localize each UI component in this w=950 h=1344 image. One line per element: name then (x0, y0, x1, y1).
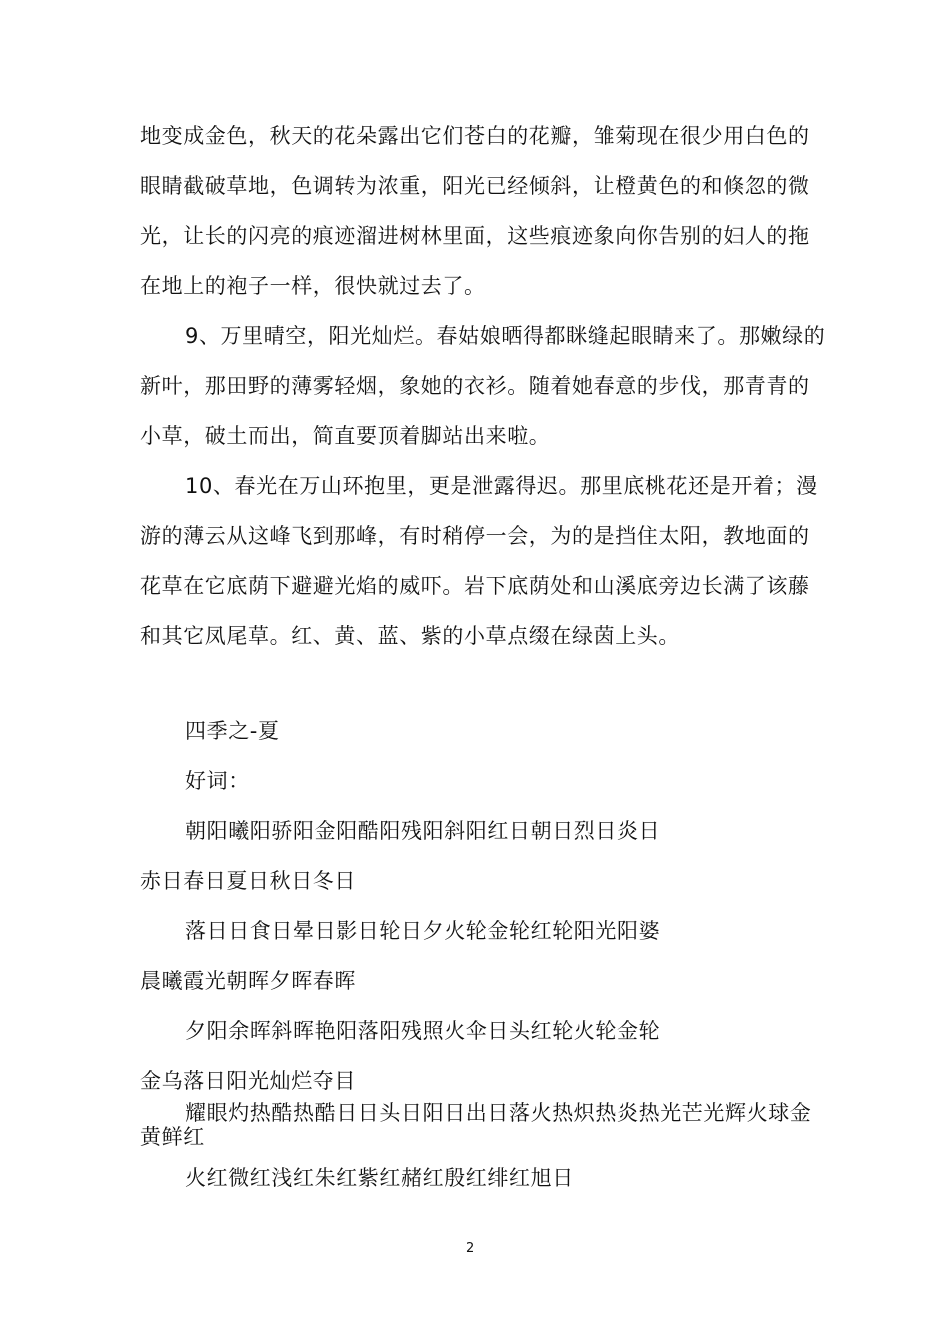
word-list-line: 落日日食日晕日影日轮日夕火轮金轮红轮阳光阳婆 (185, 919, 661, 943)
paragraph-line: 眼睛截破草地，色调转为浓重，阳光已经倾斜，让橙黄色的和倏忽的微 (140, 174, 810, 198)
paragraph-line: 光，让长的闪亮的痕迹溜进树林里面，这些痕迹象向你告别的妇人的拖 (140, 224, 810, 248)
word-list-line: 火红微红浅红朱红紫红赭红殷红绯红旭日 (185, 1166, 574, 1190)
word-list-line: 夕阳余晖斜晖艳阳落阳残照火伞日头红轮火轮金轮 (185, 1019, 661, 1043)
page-number: 2 (466, 1241, 475, 1256)
paragraph-10-line: 和其它凤尾草。红、黄、蓝、紫的小草点缀在绿茵上头。 (140, 624, 680, 648)
paragraph-10-line: 10、春光在万山环抱里，更是泄露得迟。那里底桃花还是开着；漫 (185, 474, 818, 498)
word-list-line: 金乌落日阳光灿烂夺目 (140, 1069, 356, 1093)
paragraph-line: 地变成金色，秋天的花朵露出它们苍白的花瓣，雏菊现在很少用白色的 (140, 124, 810, 148)
word-list-line: 赤日春日夏日秋日冬日 (140, 869, 356, 893)
word-list-line: 朝阳曦阳骄阳金阳酷阳残阳斜阳红日朝日烈日炎日 (185, 819, 661, 843)
paragraph-9-line: 新叶，那田野的薄雾轻烟，象她的衣衫。随着她春意的步伐，那青青的 (140, 374, 810, 398)
paragraph-9-line: 9、万里晴空，阳光灿烂。春姑娘晒得都眯缝起眼睛来了。那嫩绿的 (185, 324, 826, 348)
paragraph-10-line: 游的薄云从这峰飞到那峰，有时稍停一会，为的是挡住太阳，教地面的 (140, 524, 810, 548)
paragraph-line: 在地上的袍子一样，很快就过去了。 (140, 274, 486, 298)
paragraph-9-line: 小草，破土而出，简直要顶着脚站出来啦。 (140, 424, 551, 448)
word-list-line: 耀眼灼热酷热酷日日头日阳日出日落火热炽热炎热光芒光辉火球金黄鲜红 (140, 1101, 812, 1149)
good-words-label: 好词： (185, 769, 250, 793)
section-title: 四季之-夏 (185, 719, 280, 743)
paragraph-10-line: 花草在它底荫下避避光焰的威吓。岩下底荫处和山溪底旁边长满了该藤 (140, 574, 810, 598)
word-list-line: 晨曦霞光朝晖夕晖春晖 (140, 969, 356, 993)
